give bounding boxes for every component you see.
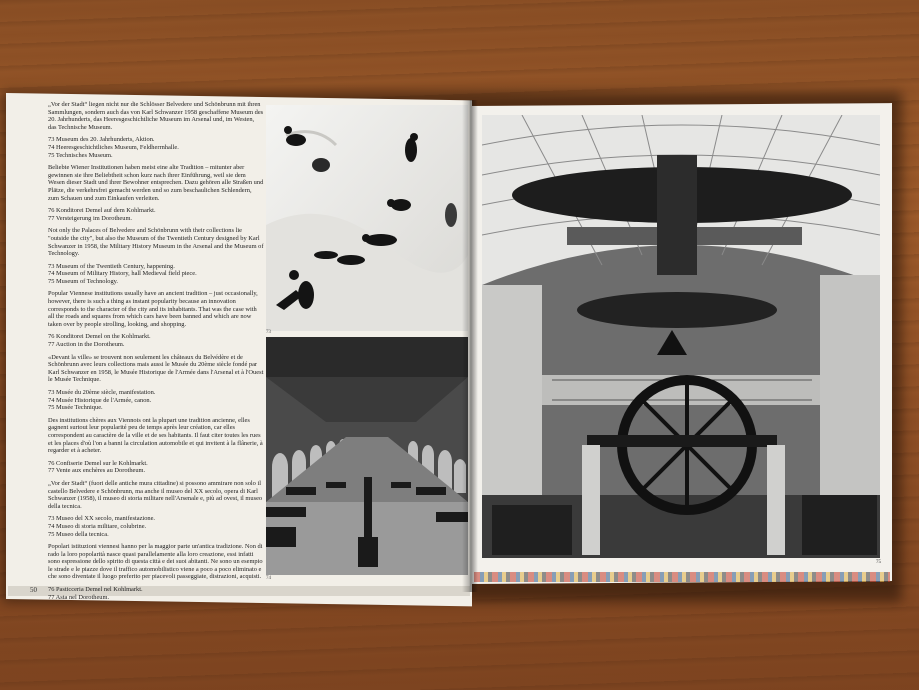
caption-item: 74 Museo di storia militare, colubrine. — [48, 522, 147, 530]
caption-item: 75 Technisches Museum. — [48, 151, 113, 159]
caption-item: 75 Museum of Technology. — [48, 277, 119, 285]
photo-number-73: 73 — [266, 330, 271, 335]
caption-item: 77 Vente aux enchères au Dorotheum. — [48, 467, 146, 475]
museum-illustration — [482, 115, 880, 558]
caption-paragraph-fr: «Devant la ville» se trouvent non seulement les châteaux du Belvédère et de Schönbrunn avec leurs collections mais aussi le Musée du 20ème siècle fondé par Karl Schwanzer en 1958, le Musée Historique de l'Armée dans l'Arsenal et à l'Ouest le Musée Technique. — [48, 353, 264, 384]
caption-item: 77 Versteigerung im Dorotheum. — [48, 214, 133, 222]
hall-illustration — [266, 337, 468, 575]
caption-paragraph-fr: Des institutions chères aux Viennois ont la plupart une tradition ancienne, elles gagnent surtout leur popularité peu de temps après leur création, car elles correspondent au caractère de la ville et de ses habitants. Il faut citer toutes les rues et les places d'où l'on a banni la circulation automobile et qui invitent à la flânerie, à regarder et à acheter. — [48, 416, 263, 455]
photo-happening — [266, 105, 468, 331]
caption-item: 76 Pasticceria Demel nel Kohlmarkt. — [48, 586, 143, 594]
caption-item: 73 Museo del XX secolo, manifestazione. — [48, 515, 156, 523]
caption-item: 73 Museum des 20. Jahrhunderts, Aktion. — [48, 136, 155, 144]
caption-item: 76 Konditorei Demel on the Kohlmarkt. — [48, 333, 151, 341]
caption-list-it — [48, 515, 264, 538]
caption-list-fr — [48, 389, 264, 412]
caption-paragraph-it: Popolari istituzioni viennesi hanno per la maggior parte un'antica tradizione. Non di rado la loro popolarità nasce quasi parallelamente alla loro creazione, essi infatti sono espressione dello spirito di questa città e dei suoi abitanti. Ne sono un esempio le strade e le piazze dove il traffico automobilistico viene a poco a poco eliminato e che sono diventate il luogo preferito per piacevoli passeggiate, distrazioni, acquisti. — [48, 543, 263, 581]
caption-item: 75 Musée Technique. — [48, 404, 103, 412]
caption-list-en — [48, 333, 264, 348]
caption-paragraph-en: Popular Viennese institutions usually have an ancient tradition – just occasionally, however, there is such a thing as instant popularity because an innovation corresponds to the character of the city and its inhabitants. That was the case with all the roads and squares from which cars have been banned and which are now taken over by people strolling, looking, and shopping. — [48, 290, 258, 328]
left-page-number: 50 — [30, 586, 37, 594]
caption-item: 77 Auction in the Dorotheum. — [48, 341, 125, 349]
book-gutter — [462, 100, 478, 592]
photo-number-74: 74 — [266, 576, 271, 581]
caption-paragraph-en: Not only the Palaces of Belvedere and Schönbrunn with their collections lie "outside the city", but also the Museum of the Twentieth Century designed by Karl Schwanzer in 1958, the Military History Museum in the Arsenal and the Museum of Technology. — [48, 227, 264, 258]
caption-list-de — [48, 136, 264, 159]
photo-technology-museum — [482, 115, 880, 558]
caption-item: 74 Heeresgeschichtliches Museum, Feldherrnhalle. — [48, 143, 179, 151]
right-photo-number: 75 — [876, 560, 881, 565]
caption-list-it — [48, 586, 264, 601]
caption-paragraph-de: Beliebte Wiener Institutionen haben meist eine alte Tradition – mitunter aber gewinnen sie ihre Beliebtheit schon kurz nach ihrer Einführung, weil sie dem Wesen dieser Stadt und ihrer Bewohner entsprechen. Dazu gehören alle Straßen und Plätze, die verkehrsfrei gemacht werden und so zum beschaulichen Schlendern, zum Schauen und zum Einkaufen verleiten. — [48, 164, 264, 202]
caption-item: 75 Museo della tecnica. — [48, 530, 109, 538]
caption-item: 73 Musée du 20ème siècle, manifestation. — [48, 389, 156, 396]
caption-item: 74 Musée Historique de l'Armée, canon. — [48, 396, 152, 404]
caption-list-en — [48, 263, 264, 286]
caption-item: 76 Konditorei Demel auf dem Kohlmarkt. — [48, 207, 156, 215]
caption-paragraph-de: „Vor der Stadt“ liegen nicht nur die Schlösser Belvedere und Schönbrunn mit ihren Sammlungen, sondern auch das von Karl Schwanzer 1958 geschaffene Museum des 20. Jahrhunderts, das Heeresgeschichtliche Museum im Arsenal und, im Westen, das Technische Museum. — [48, 101, 264, 131]
caption-text-column — [48, 101, 264, 606]
caption-item: 77 Asta nel Dorotheum. — [48, 593, 110, 601]
happening-illustration — [266, 105, 468, 331]
caption-paragraph-it: „Vor der Stadt“ (fuori delle antiche mura cittadine) si possono ammirare non solo il castello Belvedere e Schönbrunn, ma anche il museo del XX secolo, opera di Karl Schwanzer (1958), il museo di storia militare nell'Arsenale e, più ad ovest, il museo della tecnica. — [48, 479, 263, 510]
caption-item: 74 Museum of Military History, hall Medieval field piece. — [48, 270, 197, 278]
page-edge-right — [474, 572, 890, 582]
caption-item: 73 Museum of the Twentieth Century, happening. — [48, 262, 175, 270]
caption-list-de — [48, 207, 264, 222]
caption-list-fr — [48, 460, 264, 475]
photo-military-hall — [266, 337, 468, 575]
caption-item: 76 Confiserie Demel sur le Kohlmarkt. — [48, 459, 148, 467]
